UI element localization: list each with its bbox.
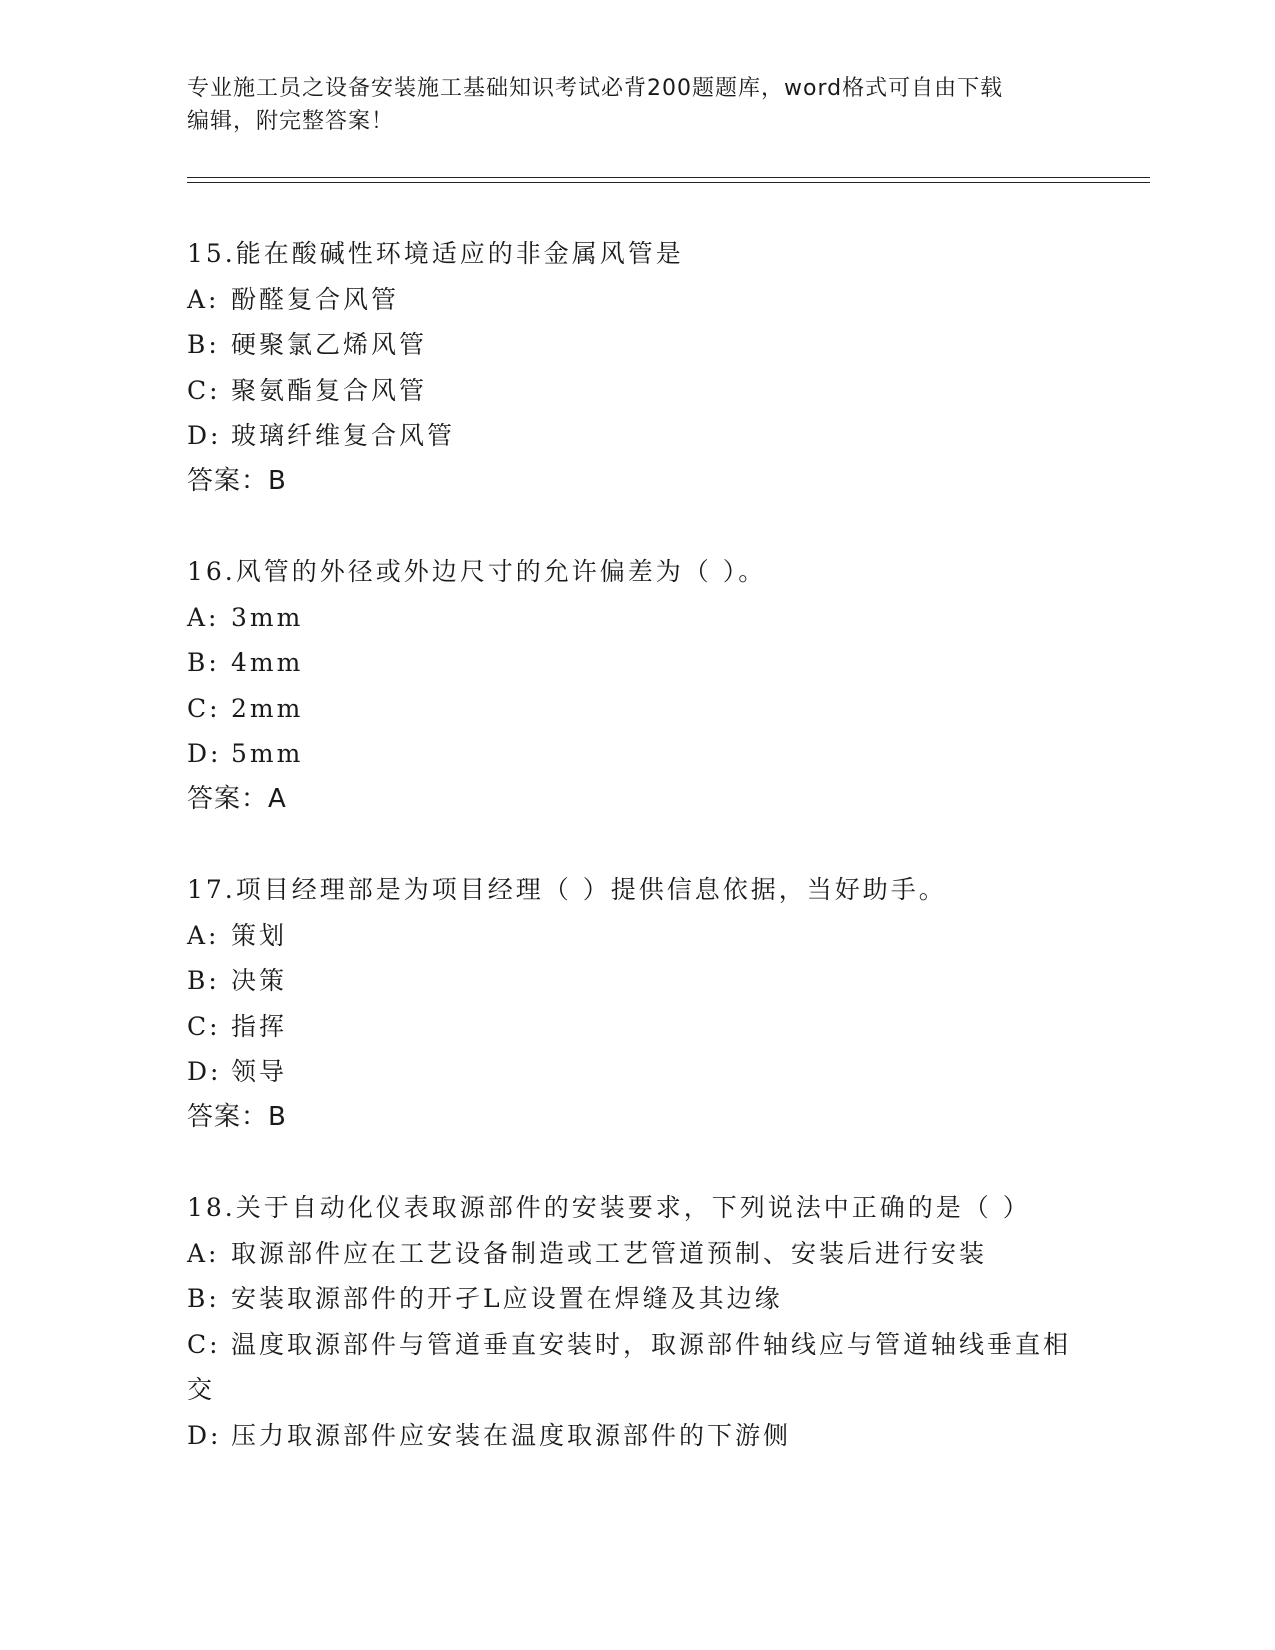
option-text: 策划: [231, 920, 288, 950]
option-key: C:: [187, 375, 221, 405]
option-key: A:: [187, 1238, 220, 1268]
option-text: 取源部件应在工艺设备制造或工艺管道预制、安装后进行安装: [231, 1238, 988, 1268]
option-key: D:: [187, 739, 222, 768]
header-divider-bottom: [187, 182, 1150, 183]
option-key: C:: [187, 693, 221, 723]
option-key: A:: [187, 920, 220, 950]
option-b: [187, 322, 1087, 368]
option-text: 硬聚氯乙烯风管: [231, 330, 428, 359]
option-key: D:: [187, 1420, 222, 1450]
option-text: 4mm: [231, 648, 304, 677]
option-b: [187, 1276, 1087, 1322]
option-text: 领导: [231, 1057, 288, 1086]
option-a: [187, 1231, 1087, 1277]
option-key: B:: [187, 648, 220, 677]
option-d: [187, 1049, 1087, 1095]
option-b: [187, 640, 1087, 686]
header-line-2: 编辑，附完整答案！: [187, 109, 395, 134]
question-stem: 17.项目经理部是为项目经理（ ）提供信息依据，当好助手。: [187, 875, 947, 904]
answer-line: 答案：A: [187, 783, 287, 814]
option-key: B:: [187, 330, 220, 359]
option-text: 安装取源部件的开孑L应设置在焊缝及其边缘: [231, 1284, 783, 1313]
option-text: 3mm: [231, 602, 304, 632]
question-stem: 15.能在酸碱性环境适应的非金属风管是: [187, 239, 684, 268]
option-key: D:: [187, 421, 222, 450]
option-c: [187, 686, 1087, 732]
question-17: [187, 867, 1087, 1140]
option-a: [187, 595, 1087, 641]
answer-line: 答案：B: [187, 465, 287, 496]
option-d: [187, 413, 1087, 459]
option-key: B:: [187, 966, 220, 995]
option-key: B:: [187, 1284, 220, 1313]
option-text: 决策: [231, 966, 288, 995]
option-text: 压力取源部件应安装在温度取源部件的下游侧: [231, 1420, 792, 1450]
option-c: [187, 1004, 1087, 1050]
header-divider-top: [187, 177, 1150, 178]
document-header: [187, 72, 1087, 138]
option-text: 指挥: [231, 1011, 288, 1041]
option-text: 酚醛复合风管: [231, 284, 400, 314]
option-c: [187, 1322, 1087, 1413]
option-d: [187, 731, 1087, 777]
question-stem: 16.风管的外径或外边尺寸的允许偏差为（ ）。: [187, 557, 767, 586]
question-15: [187, 231, 1087, 504]
option-key: C:: [187, 1329, 221, 1359]
option-d: [187, 1413, 1087, 1459]
question-16: [187, 549, 1087, 822]
option-text: 聚氨酯复合风管: [231, 375, 428, 405]
option-text: 玻璃纤维复合风管: [231, 421, 456, 450]
question-stem: 18.关于自动化仪表取源部件的安装要求，下列说法中正确的是（ ）: [187, 1193, 1031, 1222]
option-a: [187, 913, 1087, 959]
option-text: 温度取源部件与管道垂直安装时，取源部件轴线应与管道轴线垂直相交: [187, 1329, 1072, 1404]
question-18: [187, 1185, 1087, 1458]
option-key: A:: [187, 602, 220, 632]
header-line-1: 专业施工员之设备安装施工基础知识考试必背200题题库，word格式可自由下载: [187, 76, 1004, 101]
option-text: 2mm: [231, 693, 304, 723]
option-key: D:: [187, 1057, 222, 1086]
option-b: [187, 958, 1087, 1004]
answer-line: 答案：B: [187, 1101, 287, 1132]
option-key: C:: [187, 1011, 221, 1041]
option-a: [187, 277, 1087, 323]
option-key: A:: [187, 284, 220, 314]
option-c: [187, 368, 1087, 414]
option-text: 5mm: [231, 739, 304, 768]
